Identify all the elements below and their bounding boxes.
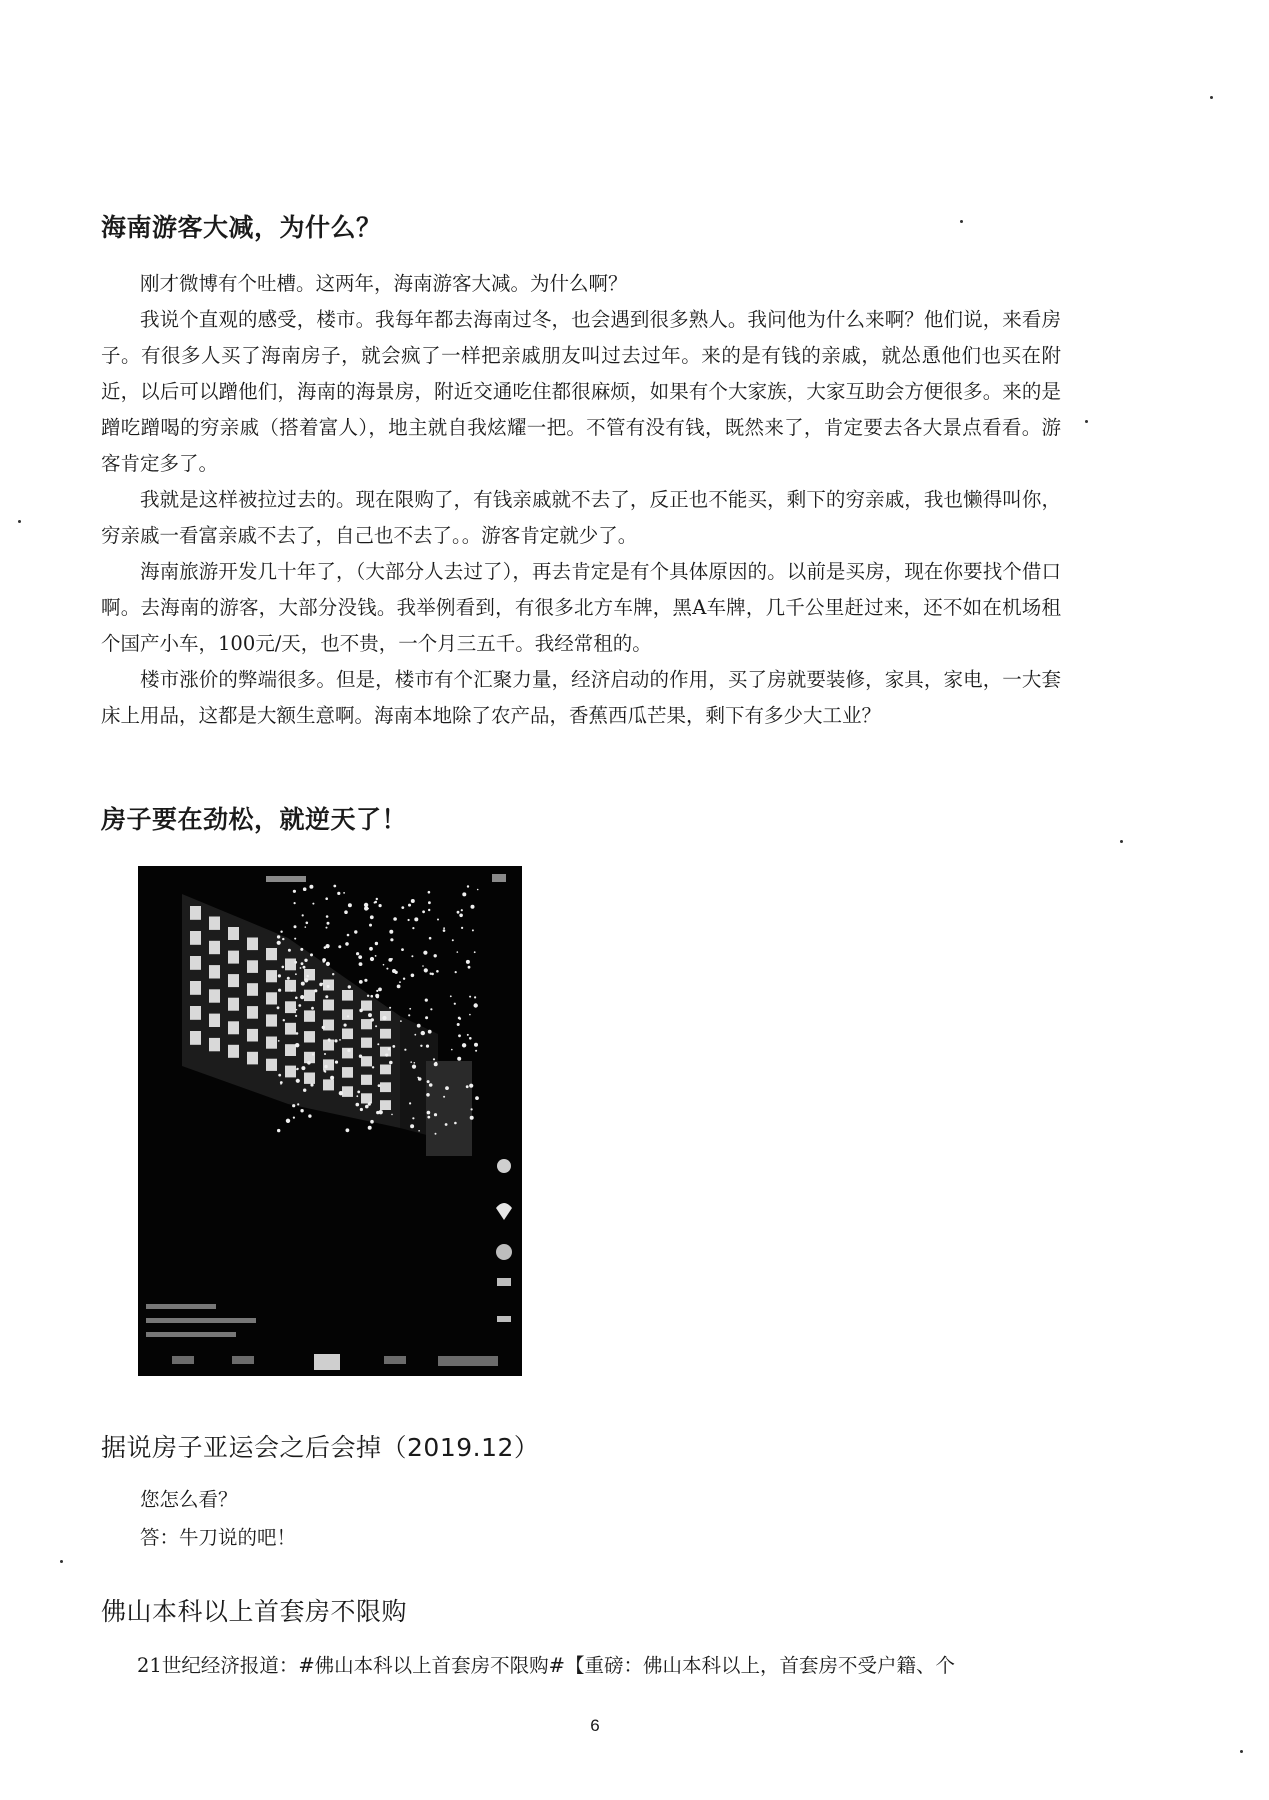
scan-speck bbox=[1085, 420, 1088, 423]
section-title-yayun: 据说房子亚运会之后会掉（2019.12） bbox=[101, 1433, 540, 1462]
paragraph-hainan-3: 我就是这样被拉过去的。现在限购了，有钱亲戚就不去了，反正也不能买，剩下的穷亲戚，我也懒得叫你，穷亲戚一看富亲戚不去了，自己也不去了。。游客肯定就少了。 bbox=[101, 488, 1061, 547]
paragraph-hainan-4: 海南旅游开发几十年了，（大部分人去过了），再去肯定是有个具体原因的。以前是买房，现在你要找个借口啊。去海南的游客，大部分没钱。我举例看到，有很多北方车牌，黑A车牌，几千公里赶过来，还不如在机场租个国产小车，100元/天，也不贵，一个月三五千。我经常租的。 bbox=[101, 560, 1061, 655]
paragraph-hainan-1: 刚才微博有个吐槽。这两年，海南游客大减。为什么啊？ bbox=[140, 272, 628, 295]
question-text: 您怎么看？ bbox=[140, 1488, 238, 1511]
scan-speck bbox=[1240, 1750, 1243, 1753]
scan-speck bbox=[1210, 96, 1213, 99]
scan-speck bbox=[1120, 840, 1123, 843]
page-number: 6 bbox=[590, 1716, 600, 1735]
section-title-jingsong: 房子要在劲松，就逆天了！ bbox=[101, 805, 408, 834]
scan-speck bbox=[60, 1560, 63, 1563]
section-title-foshan: 佛山本科以上首套房不限购 bbox=[101, 1597, 408, 1626]
building-photo bbox=[138, 866, 522, 1376]
scan-speck bbox=[960, 220, 963, 223]
paragraph-hainan-2: 我说个直观的感受，楼市。我每年都去海南过冬，也会遇到很多熟人。我问他为什么来啊？他们说，来看房子。有很多人买了海南房子，就会疯了一样把亲戚朋友叫过去过年。来的是有钱的亲戚，就怂恿他们也买在附近，以后可以蹭他们，海南的海景房，附近交通吃住都很麻烦，如果有个大家族，大家互助会方便很多。来的是蹭吃蹭喝的穷亲戚（搭着富人），地主就自我炫耀一把。不管有没有钱，既然来了，肯定要去各大景点看看。游客肯定多了。 bbox=[101, 308, 1061, 475]
building-photo-graphic bbox=[138, 866, 522, 1376]
paragraph-hainan-5: 楼市涨价的弊端很多。但是，楼市有个汇聚力量，经济启动的作用，买了房就要装修，家具，家电，一大套床上用品，这都是大额生意啊。海南本地除了农产品，香蕉西瓜芒果，剩下有多少大工业？ bbox=[101, 668, 1061, 727]
answer-text: 答：牛刀说的吧！ bbox=[140, 1526, 297, 1549]
section-title-hainan: 海南游客大减，为什么？ bbox=[101, 213, 382, 242]
paragraph-foshan: 21世纪经济报道：#佛山本科以上首套房不限购#【重磅：佛山本科以上，首套房不受户籍、个 bbox=[137, 1654, 955, 1677]
scan-speck bbox=[18, 520, 21, 523]
